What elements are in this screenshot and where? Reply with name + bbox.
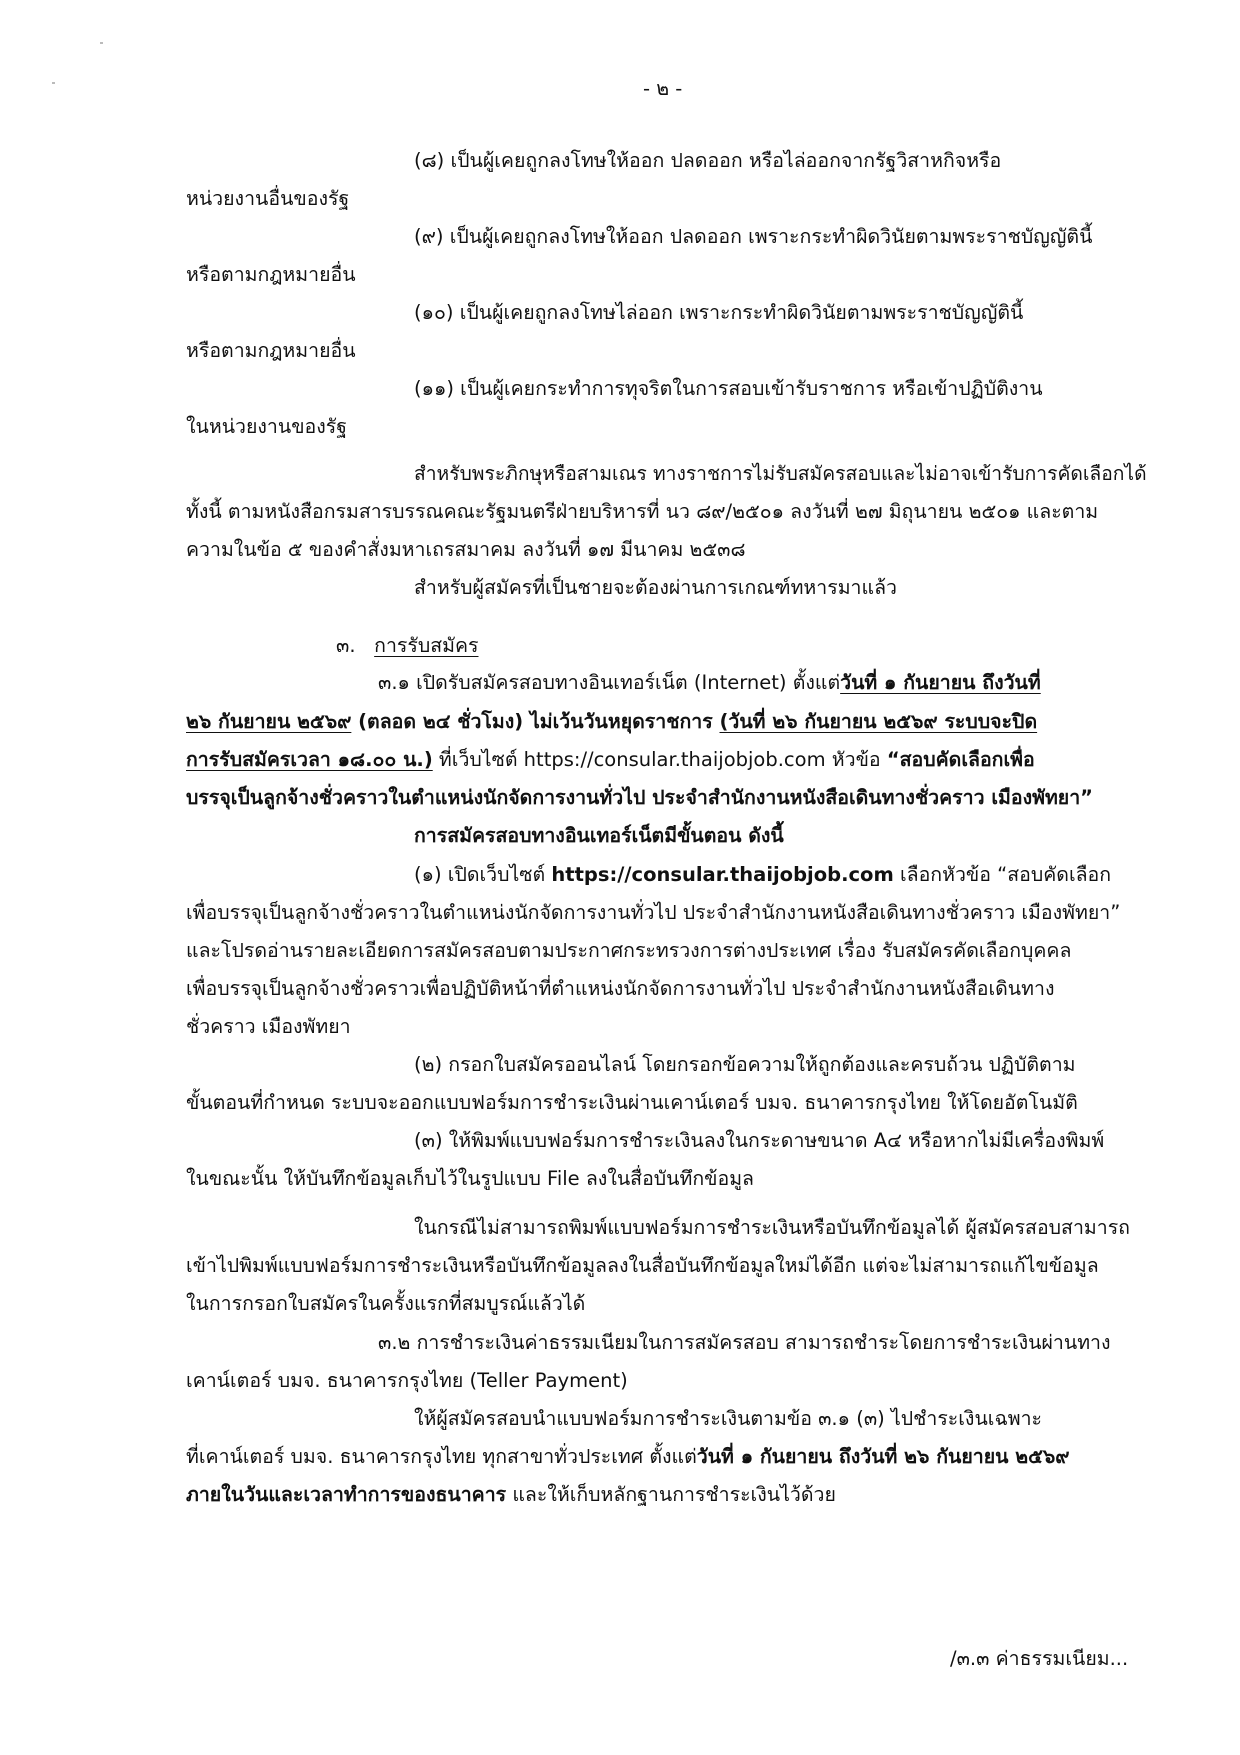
item-9-line-1: (๙) เป็นผู้เคยถูกลงโทษให้ออก ปลดออก เพราะกระทำผิดวินัยตามพระราชบัญญัตินี้	[414, 225, 1093, 248]
s31-closing-time: การรับสมัครเวลา ๑๘.๐๐ น.)	[186, 748, 433, 771]
noprint-line-3: ในการกรอกใบสมัครในครั้งแรกที่สมบูรณ์แล้วได้	[186, 1292, 586, 1315]
step-1-line-1: (๑) เปิดเว็บไซต์ https://consular.thaijobjob.com เลือกหัวข้อ “สอบคัดเลือก	[414, 863, 1112, 886]
step-1-line-5: ชั่วคราว เมืองพัทยา	[186, 1015, 351, 1038]
item-11-line-2: ในหน่วยงานของรัฐ	[186, 415, 348, 438]
pay-line-2: ที่เคาน์เตอร์ บมจ. ธนาคารกรุงไทย ทุกสาขาทั่วประเทศ ตั้งแต่วันที่ ๑ กันยายน ถึงวันที่ ๒๖ กันยายน ๒๕๖๙	[186, 1445, 1070, 1468]
s31-line-2: ๒๖ กันยายน ๒๕๖๙ (ตลอด ๒๔ ชั่วโมง) ไม่เว้นวันหยุดราชการ (วันที่ ๒๖ กันยายน ๒๕๖๙ ระบบจะปิด	[186, 710, 1038, 733]
s31-end-date: ๒๖ กันยายน ๒๕๖๙	[186, 710, 352, 733]
item-11-line-1: (๑๑) เป็นผู้เคยกระทำการทุจริตในการสอบเข้ารับราชการ หรือเข้าปฏิบัติงาน	[414, 377, 1043, 400]
step-3-line-2: ในขณะนั้น ให้บันทึกข้อมูลเก็บไว้ในรูปแบบ File ลงในสื่อบันทึกข้อมูล	[186, 1167, 755, 1190]
s31-line-4: บรรจุเป็นลูกจ้างชั่วคราวในตำแหน่งนักจัดการงานทั่วไป ประจำสำนักงานหนังสือเดินทางชั่วคราว เมืองพัทยา”	[186, 786, 1093, 809]
item-10-line-1: (๑๐) เป็นผู้เคยถูกลงโทษไล่ออก เพราะกระทำผิดวินัยตามพระราชบัญญัตินี้	[414, 301, 1024, 324]
pay-line-3: ภายในวันและเวลาทำการของธนาคาร และให้เก็บหลักฐานการชำระเงินไว้ด้วย	[186, 1483, 836, 1506]
scan-speck	[52, 82, 55, 84]
payment-period: วันที่ ๑ กันยายน ถึงวันที่ ๒๖ กันยายน ๒๕๖๙	[696, 1445, 1070, 1468]
noprint-line-1: ในกรณีไม่สามารถพิมพ์แบบฟอร์มการชำระเงินหรือบันทึกข้อมูลได้ ผู้สมัครสอบสามารถ	[414, 1216, 1130, 1239]
page-number: - ๒ -	[643, 77, 683, 100]
step-3-line-1: (๓) ให้พิมพ์แบบฟอร์มการชำระเงินลงในกระดาษขนาด A๔ หรือหากไม่มีเครื่องพิมพ์	[414, 1129, 1105, 1152]
item-9-line-2: หรือตามกฎหมายอื่น	[186, 263, 356, 286]
website-url: https://consular.thaijobjob.com	[551, 863, 894, 886]
monk-line-3: ความในข้อ ๕ ของคำสั่งมหาเถรสมาคม ลงวันที่ ๑๗ มีนาคม ๒๕๓๘	[186, 538, 746, 561]
step-2-line-2: ขั้นตอนที่กำหนด ระบบจะออกแบบฟอร์มการชำระเงินผ่านเคาน์เตอร์ บมจ. ธนาคารกรุงไทย ให้โดยอัตโนมัติ	[186, 1091, 1078, 1114]
s31-line-3: การรับสมัครเวลา ๑๘.๐๐ น.) ที่เว็บไซต์ https://consular.thaijobjob.com หัวข้อ “สอบคัดเลือกเพื่อ	[186, 748, 1035, 771]
monk-line-1: สำหรับพระภิกษุหรือสามเณร ทางราชการไม่รับสมัครสอบและไม่อาจเข้ารับการคัดเลือกได้	[414, 462, 1147, 485]
step-1-line-4: เพื่อบรรจุเป็นลูกจ้างชั่วคราวเพื่อปฏิบัติหน้าที่ตำแหน่งนักจัดการงานทั่วไป ประจำสำนักงานหนังสือเดินทาง	[186, 977, 1055, 1000]
scan-speck	[100, 42, 103, 44]
pay-line-1: ให้ผู้สมัครสอบนำแบบฟอร์มการชำระเงินตามข้อ ๓.๑ (๓) ไปชำระเงินเฉพาะ	[414, 1407, 1043, 1430]
step-2-line-1: (๒) กรอกใบสมัครออนไลน์ โดยกรอกข้อความให้ถูกต้องและครบถ้วน ปฏิบัติตาม	[414, 1053, 1076, 1076]
s32-line-2: เคาน์เตอร์ บมจ. ธนาคารกรุงไทย (Teller Payment)	[186, 1369, 628, 1392]
item-8-line-1: (๘) เป็นผู้เคยถูกลงโทษให้ออก ปลดออก หรือไล่ออกจากรัฐวิสาหกิจหรือ	[414, 149, 1002, 172]
noprint-line-2: เข้าไปพิมพ์แบบฟอร์มการชำระเงินหรือบันทึกข้อมูลลงในสื่อบันทึกข้อมูลใหม่ได้อีก แต่จะไม่สามารถแก้ไขข้อมูล	[186, 1254, 1099, 1277]
s31-steps-heading: การสมัครสอบทางอินเทอร์เน็ตมีขั้นตอน ดังนี้	[414, 824, 784, 847]
item-10-line-2: หรือตามกฎหมายอื่น	[186, 339, 356, 362]
s31-closing-note: (วันที่ ๒๖ กันยายน ๒๕๖๙ ระบบจะปิด	[719, 710, 1038, 733]
s32-line-1: ๓.๒ การชำระเงินค่าธรรมเนียมในการสมัครสอบ สามารถชำระโดยการชำระเงินผ่านทาง	[378, 1331, 1111, 1354]
step-1-line-2: เพื่อบรรจุเป็นลูกจ้างชั่วคราวในตำแหน่งนักจัดการงานทั่วไป ประจำสำนักงานหนังสือเดินทางชั่วคราว เมืองพัทยา”	[186, 901, 1121, 924]
section-3-title: การรับสมัคร	[374, 634, 479, 657]
monk-line-2: ทั้งนี้ ตามหนังสือกรมสารบรรณคณะรัฐมนตรีฝ่ายบริหารที่ นว ๘๙/๒๕๐๑ ลงวันที่ ๒๗ มิถุนายน ๒๕๐๑ และตาม	[186, 500, 1099, 523]
s31-line-1: ๓.๑ เปิดรับสมัครสอบทางอินเทอร์เน็ต (Internet) ตั้งแต่วันที่ ๑ กันยายน ถึงวันที่	[378, 671, 1041, 694]
item-8-line-2: หน่วยงานอื่นของรัฐ	[186, 187, 350, 210]
male-condition: สำหรับผู้สมัครที่เป็นชายจะต้องผ่านการเกณฑ์ทหารมาแล้ว	[414, 576, 897, 599]
continuation-marker: /๓.๓ ค่าธรรมเนียม...	[950, 1647, 1129, 1670]
s31-start-date: วันที่ ๑ กันยายน ถึงวันที่	[840, 671, 1041, 694]
step-1-line-3: และโปรดอ่านรายละเอียดการสมัครสอบตามประกาศกระทรวงการต่างประเทศ เรื่อง รับสมัครคัดเลือกบุคคล	[186, 939, 1072, 962]
section-3-number: ๓.	[336, 634, 356, 657]
section-3-heading	[336, 627, 479, 664]
